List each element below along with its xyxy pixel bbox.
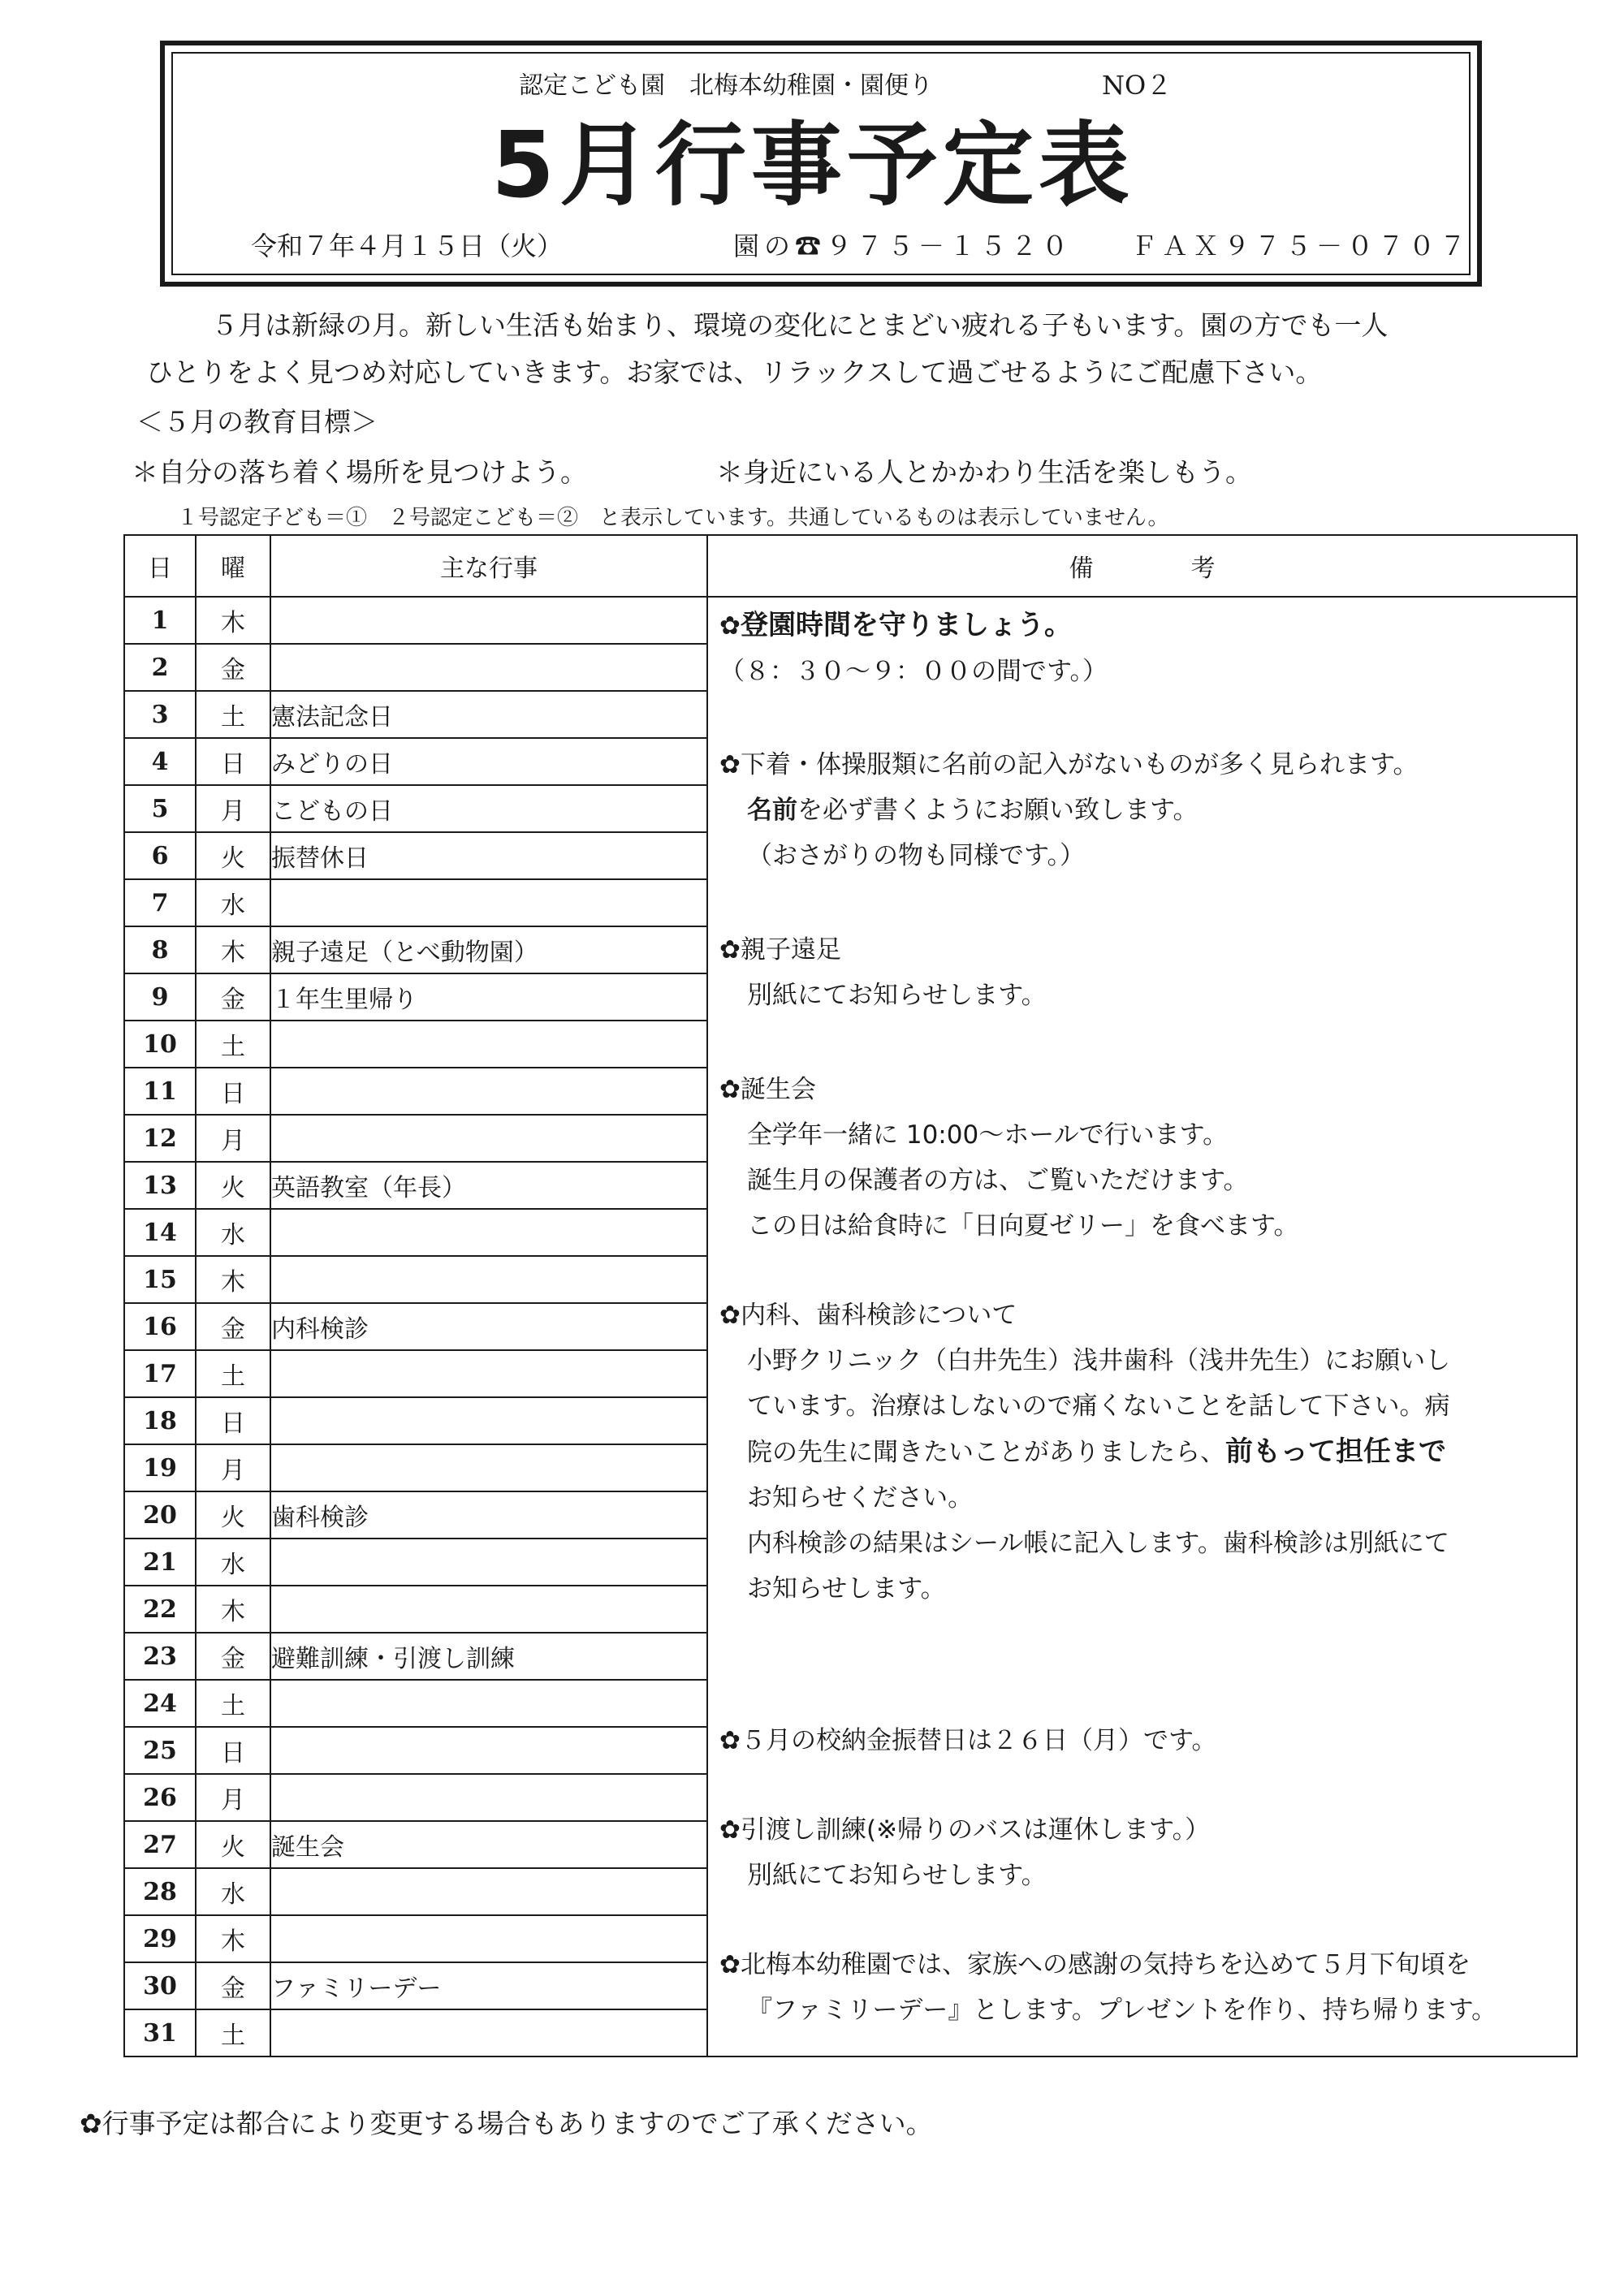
cell-weekday: 土 (196, 2009, 270, 2056)
cell-event (270, 1444, 707, 1491)
cell-day: 23 (124, 1633, 196, 1680)
cell-event (270, 644, 707, 691)
cell-event: 誕生会 (270, 1821, 707, 1868)
cell-day: 27 (124, 1821, 196, 1868)
cell-weekday: 火 (196, 1821, 270, 1868)
cell-weekday: 日 (196, 738, 270, 785)
cell-event: ファミリーデー (270, 1962, 707, 2009)
cell-weekday: 月 (196, 1774, 270, 1821)
table-header-row (124, 535, 1577, 597)
cell-event: 内科検診 (270, 1303, 707, 1350)
goals-heading: ＜５月の教育目標＞ (136, 406, 378, 438)
cell-day: 8 (124, 926, 196, 973)
cell-event: 歯科検診 (270, 1491, 707, 1539)
remark-family-day: ✿北梅本幼稚園では、家族への感謝の気持ちを込めて５月下旬頃を 『ファミリーデー』とします。プレゼントを作り、持ち帰ります。 (719, 1950, 1497, 2025)
cell-weekday: 火 (196, 1491, 270, 1539)
goal-2: ＊身近にいる人とかかわり生活を楽しもう。 (716, 456, 1252, 488)
cell-event (270, 1115, 707, 1162)
cell-weekday: 水 (196, 1868, 270, 1915)
remark-attendance: ✿登園時間を守りましょう。 （８：３０～９：００の間です。） (719, 609, 1108, 686)
cell-weekday: 水 (196, 1209, 270, 1256)
cell-day: 5 (124, 785, 196, 832)
cell-day: 6 (124, 832, 196, 879)
remark-fee: ✿５月の校納金振替日は２６日（月）です。 (719, 1726, 1217, 1755)
cell-event (270, 1539, 707, 1586)
cell-event: １年生里帰り (270, 973, 707, 1021)
cell-day: 20 (124, 1491, 196, 1539)
cell-event (270, 1868, 707, 1915)
cell-weekday: 火 (196, 832, 270, 879)
cell-weekday: 金 (196, 644, 270, 691)
cell-event (270, 1727, 707, 1774)
cell-event (270, 1068, 707, 1115)
cell-event (270, 1680, 707, 1727)
cell-event: 英語教室（年長） (270, 1162, 707, 1209)
col-header-remarks: 備 考 (707, 535, 1577, 597)
cell-event (270, 1021, 707, 1068)
footer-note: ✿行事予定は都合により変更する場合もありますのでご了承ください。 (80, 2108, 933, 2139)
cell-weekday: 月 (196, 1115, 270, 1162)
cell-event (270, 597, 707, 644)
cell-weekday: 土 (196, 691, 270, 738)
cell-day: 11 (124, 1068, 196, 1115)
flower-icon: ✿ (719, 750, 741, 779)
cell-event (270, 1350, 707, 1397)
certification-note: １号認定子ども＝① ２号認定こども＝② と表示しています。共通しているものは表示していません。 (177, 506, 1169, 530)
cell-day: 3 (124, 691, 196, 738)
cell-day: 21 (124, 1539, 196, 1586)
cell-event (270, 1915, 707, 1962)
cell-day: 14 (124, 1209, 196, 1256)
cell-event (270, 1586, 707, 1633)
issue-number: NO２ (1102, 70, 1173, 101)
cell-weekday: 土 (196, 1021, 270, 1068)
cell-weekday: 水 (196, 1539, 270, 1586)
remark-handover: ✿引渡し訓練(※帰りのバスは運休します。） 別紙にてお知らせします。 (719, 1815, 1211, 1890)
cell-weekday: 月 (196, 785, 270, 832)
intro-line-1: ５月は新緑の月。新しい生活も始まり、環境の変化にとまどい疲れる子もいます。園の方でも一人 (211, 309, 1389, 341)
cell-weekday: 木 (196, 597, 270, 644)
flower-icon: ✿ (719, 1950, 741, 1979)
cell-weekday: 日 (196, 1727, 270, 1774)
flower-icon: ✿ (719, 1815, 741, 1845)
cell-weekday: 木 (196, 1586, 270, 1633)
goal-1: ＊自分の落ち着く場所を見つけよう。 (132, 456, 587, 488)
flower-icon: ✿ (80, 2108, 102, 2139)
cell-weekday: 土 (196, 1350, 270, 1397)
cell-event (270, 1397, 707, 1444)
cell-weekday: 木 (196, 1256, 270, 1303)
intro-line-2: ひとりをよく見つめ対応していきます。お家では、リラックスして過ごせるようにご配慮下さい。 (146, 356, 1323, 388)
page-title: 5月行事予定表 (491, 113, 1134, 218)
cell-weekday: 木 (196, 1915, 270, 1962)
flower-icon: ✿ (719, 935, 741, 965)
remark-excursion: ✿親子遠足 別紙にてお知らせします。 (719, 935, 1047, 1010)
cell-weekday: 日 (196, 1068, 270, 1115)
cell-day: 18 (124, 1397, 196, 1444)
cell-day: 17 (124, 1350, 196, 1397)
cell-day: 25 (124, 1727, 196, 1774)
cell-weekday: 日 (196, 1397, 270, 1444)
cell-day: 22 (124, 1586, 196, 1633)
flower-icon: ✿ (719, 1075, 741, 1104)
cell-day: 24 (124, 1680, 196, 1727)
cell-event: 振替休日 (270, 832, 707, 879)
cell-weekday: 金 (196, 973, 270, 1021)
cell-day: 13 (124, 1162, 196, 1209)
cell-weekday: 木 (196, 926, 270, 973)
table-row (124, 597, 1577, 644)
col-header-event: 主な行事 (270, 535, 707, 597)
cell-day: 30 (124, 1962, 196, 2009)
cell-day: 9 (124, 973, 196, 1021)
cell-weekday: 火 (196, 1162, 270, 1209)
cell-event (270, 2009, 707, 2056)
cell-event: 憲法記念日 (270, 691, 707, 738)
flower-icon: ✿ (719, 611, 741, 641)
remark-checkup: ✿内科、歯科検診について 小野クリニック（白井先生）浅井歯科（浅井先生）にお願いし ています。治療はしないので痛くないことを話して下さい。病 院の先生に聞きたいことがありましたら、前もって担任まで お知らせください。 内科検診の結果はシール帳に記入します。歯科検診は別紙にて お知らせします。 (719, 1301, 1451, 1603)
cell-day: 29 (124, 1915, 196, 1962)
remarks-cell (707, 597, 1577, 2056)
cell-day: 19 (124, 1444, 196, 1491)
cell-event (270, 879, 707, 926)
cell-day: 16 (124, 1303, 196, 1350)
flower-icon: ✿ (719, 1301, 741, 1330)
schedule-table (123, 534, 1578, 2057)
cell-event (270, 1256, 707, 1303)
phone-number: 園の☎９７５－１５２０ (733, 231, 1073, 261)
col-header-weekday: 曜 (196, 535, 270, 597)
cell-event (270, 1774, 707, 1821)
cell-weekday: 水 (196, 879, 270, 926)
fax-number: ＦＡＸ９７５－０７０７ (1131, 231, 1471, 261)
schedule-body (124, 597, 1577, 2056)
cell-day: 26 (124, 1774, 196, 1821)
cell-day: 10 (124, 1021, 196, 1068)
issue-date: 令和７年４月１５日（火） (251, 231, 564, 261)
cell-day: 15 (124, 1256, 196, 1303)
cell-event: 避難訓練・引渡し訓練 (270, 1633, 707, 1680)
cell-day: 31 (124, 2009, 196, 2056)
cell-day: 4 (124, 738, 196, 785)
header-box (160, 41, 1482, 287)
cell-day: 1 (124, 597, 196, 644)
cell-event: こどもの日 (270, 785, 707, 832)
cell-event: みどりの日 (270, 738, 707, 785)
cell-day: 7 (124, 879, 196, 926)
cell-event: 親子遠足（とべ動物園） (270, 926, 707, 973)
cell-weekday: 土 (196, 1680, 270, 1727)
flower-icon: ✿ (719, 1726, 741, 1755)
cell-weekday: 金 (196, 1633, 270, 1680)
remark-birthday: ✿誕生会 全学年一緒に 10:00～ホールで行います。 誕生月の保護者の方は、ご覧いただけます。 この日は給食時に「日向夏ゼリー」を食べます。 (719, 1075, 1299, 1241)
cell-weekday: 金 (196, 1303, 270, 1350)
intro-text (146, 302, 1575, 396)
cell-event (270, 1209, 707, 1256)
remark-names: ✿下着・体操服類に名前の記入がないものが多く見られます。 名前を必ず書くようにお願い致します。 （おさがりの物も同様です。） (719, 750, 1419, 870)
cell-day: 28 (124, 1868, 196, 1915)
org-name: 認定こども園 北梅本幼稚園・園便り (519, 71, 933, 100)
col-header-day: 日 (124, 535, 196, 597)
cell-weekday: 金 (196, 1962, 270, 2009)
cell-day: 2 (124, 644, 196, 691)
cell-day: 12 (124, 1115, 196, 1162)
cell-weekday: 月 (196, 1444, 270, 1491)
